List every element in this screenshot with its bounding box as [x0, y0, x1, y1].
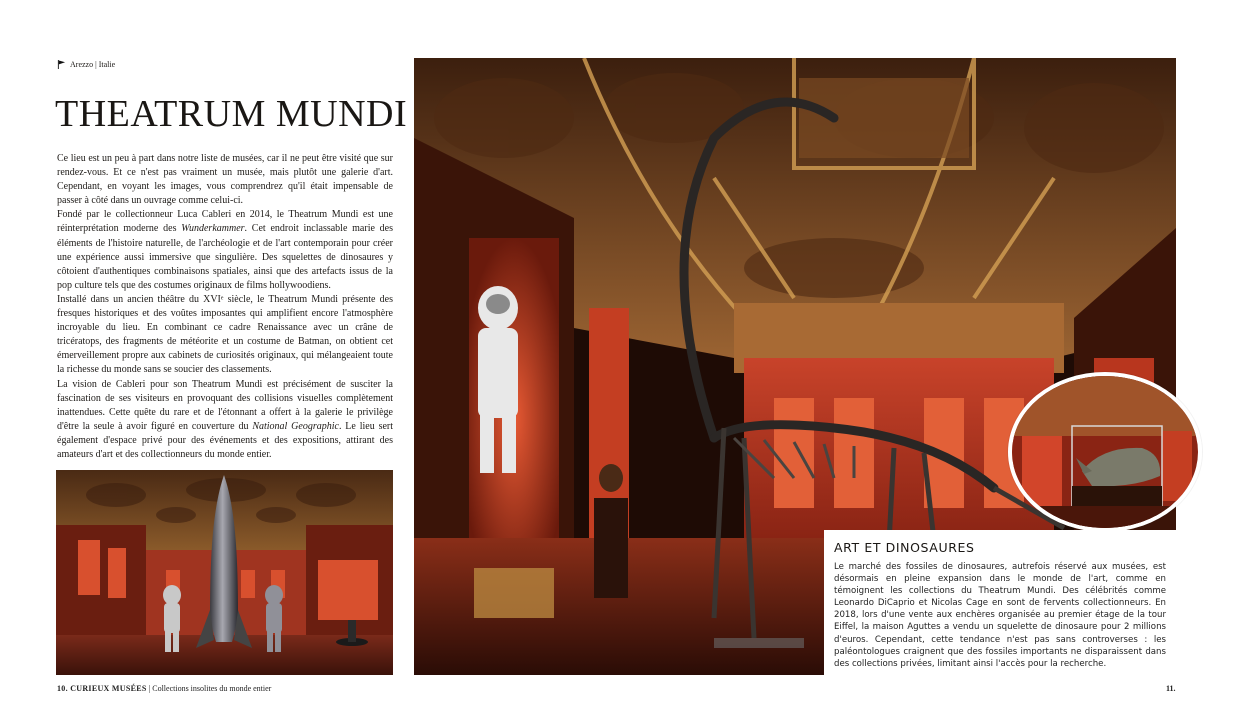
footer-left [57, 684, 271, 693]
article-body [57, 152, 393, 462]
triceratops-inset-photo [1008, 372, 1202, 532]
gallery-rocket-photo [56, 470, 393, 675]
footer-subtitle: | Collections insolites du monde entier [146, 684, 272, 693]
paragraph-1: Ce lieu est un peu à part dans notre liste de musées, car il ne peut être visité que sur rendez-vous. Et ce n'est pas vraiment un musée, mais plutôt une galerie d'art. Cependant, en voyant les images, vous comprendrez qu'il était impensable de passer à côté dans un ouvrage comme celui-ci. [57, 153, 393, 207]
sidebar-text: Le marché des fossiles de dinosaures, autrefois réservé aux musées, est désormais en pleine expansion dans le monde de l'art, comme en témoignent les collections du Theatrum Mundi. Des célébrités comme Leonardo DiCaprio et Nicolas Cage en sont de fervents collectionneurs. En 2018, lors d'une vente aux enchères organisée au premier étage de la tour Eiffel, la maison Aguttes a vendu un squelette de dinosaure pour 2 millions d'euros. Cependant, cette tendance n'est pas sans controverses : les paléontologues craignent que des fossiles importants ne disparaissent dans des collections privées, limitant ainsi l'accès pour la recherche. [834, 562, 1166, 669]
flag-icon [57, 60, 66, 69]
paragraph-4: La vision de Cableri pour son Theatrum Mundi est précisément de susciter la fascination de ses visiteurs en provoquant des collisions visuelles complètement inattendues. Cette quête du rare et de l'étonnant a offert à la galerie le privilège d'être la seule à avoir figuré en couverture du National Geographic. Le lieu sert également d'espace privé pour des événements et des expositions, attirant des amateurs d'art et des collectionneurs du monde entier. [57, 378, 394, 460]
paragraph-2: Fondé par le collectionneur Luca Cableri en 2014, le Theatrum Mundi est une réinterprétation moderne des Wunderkammer. Cet endroit inclassable marie des éléments de l'histoire naturelle, de l'archéologie et de l'art contemporain pour créer une expérience aussi immersive que singulière. Des squelettes de dinosaures y côtoient d'authentiques combinaisons spatiales, ainsi que des artefacts issus de la pop culture tels que des costumes originaux de films hollywoodiens. [57, 209, 393, 291]
page-number: 11. [1166, 684, 1176, 693]
location-label [57, 60, 115, 69]
location-text: Arezzo | Italie [70, 60, 116, 69]
page-title: THEATRUM MUNDI [55, 93, 408, 135]
paragraph-3: Installé dans un ancien théâtre du XVIᵉ siècle, le Theatrum Mundi présente des fresques historiques et des voûtes imposantes qui amplifient encore l'atmosphère incroyable du lieu. En combinant ce cadre Renaissance avec un crâne de tricératops, des fragments de météorite et un costume de Batman, on obtient cet émerveillement propre aux cabinets de curiosités originaux, qui mélangeaient toute la richesse du monde sans se soucier des classements. [57, 293, 393, 376]
sidebar-title: ART ET DINOSAURES [834, 540, 975, 555]
footer-book-title: 10. CURIEUX MUSÉES [57, 684, 147, 693]
sidebar-box [824, 530, 1176, 680]
